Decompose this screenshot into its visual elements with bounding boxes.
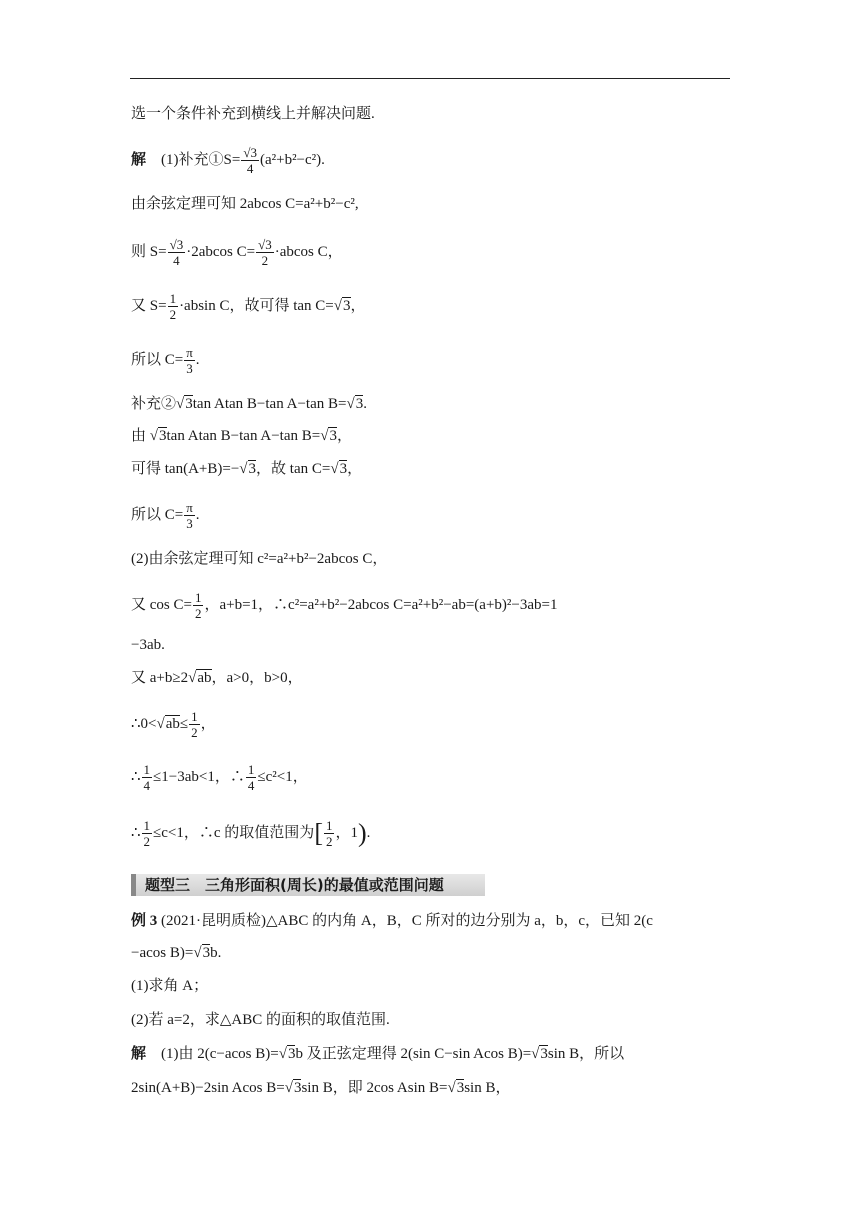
part2-line-7: ∴ $\frac{1}{2}$ ≤c<1，∴c 的取值范围为[ $\frac{1}{2}$ ，1).: [131, 818, 371, 849]
intro-text: 选一个条件补充到横线上并解决问题.: [131, 106, 375, 122]
part2-line-6: ∴ $\frac{1}{4}$ ≤1−3ab<1，∴ $\frac{1}{4}$ ≤c²<1，: [131, 762, 308, 793]
example-line-2: −acos B)=√3b.: [131, 945, 222, 961]
fraction: $\frac{√3}{4}$: [243, 145, 257, 176]
header-rule: [130, 78, 730, 79]
solution-line-6: 补充②√3tan Atan B−tan A−tan B=√3.: [131, 396, 367, 412]
solution-line-2: 由余弦定理可知 2abcos C=a²+b²−c²,: [131, 196, 359, 212]
fraction: $\frac{√3}{4}$: [169, 237, 184, 268]
solution-line-7: 由 √3tan Atan B−tan A−tan B=√3，: [131, 428, 352, 444]
solution-line-5: 所以 C= $\frac{\pi}{3}$ .: [131, 345, 200, 376]
solution-label: 解: [131, 1046, 147, 1062]
part2-line-4: 又 a+b≥2√ab，a>0，b>0，: [131, 670, 303, 686]
question-1: (1)求角 A；: [131, 978, 209, 994]
right-paren: ): [358, 818, 367, 848]
section-heading: 题型三 三角形面积(周长)的最值或范围问题: [145, 876, 444, 894]
left-bracket: [: [314, 818, 323, 848]
fraction: $\frac{1}{2}$: [169, 291, 177, 322]
fraction: $\frac{√3}{2}$: [258, 237, 272, 268]
solution-line-3: 则 S= $\frac{√3}{4}$ ·2abcos C= $\frac{√3}{2}$ ·abcos C，: [131, 237, 343, 268]
example-label: 例 3: [131, 913, 158, 929]
solution-line-9: 所以 C= $\frac{\pi}{3}$ .: [131, 500, 200, 531]
fraction: $\frac{1}{2}$: [194, 590, 202, 621]
section-heading-marker: [131, 874, 136, 896]
fraction: $\frac{\pi}{3}$: [186, 345, 193, 376]
fraction: $\frac{1}{4}$: [143, 762, 151, 793]
part2-line-2: 又 cos C= $\frac{1}{2}$ ，a+b=1，∴c²=a²+b²−2abcos C=a²+b²−ab=(a+b)²−3ab=1: [131, 590, 558, 621]
part2-line-1: (2)由余弦定理可知 c²=a²+b²−2abcos C，: [131, 551, 388, 567]
part2-line-3: −3ab.: [131, 637, 165, 653]
part2-line-5: ∴0<√ab≤ $\frac{1}{2}$ ，: [131, 709, 216, 740]
solution2-line-2: 2sin(A+B)−2sin Acos B=√3sin B，即 2cos Asin B=√3sin B，: [131, 1080, 511, 1096]
fraction: $\frac{1}{4}$: [247, 762, 255, 793]
solution-label: 解: [131, 151, 147, 168]
solution-line-1: 解 (1)补充①S= $\frac{√3}{4}$ (a²+b²−c²).: [131, 145, 325, 176]
question-2: (2)若 a=2，求△ABC 的面积的取值范围.: [131, 1012, 390, 1028]
example-line-1: 例 3 (2021·昆明质检)△ABC 的内角 A，B，C 所对的边分别为 a，b，c，已知 2(c: [131, 913, 653, 929]
solution-line-8: 可得 tan(A+B)=−√3，故 tan C=√3，: [131, 461, 363, 477]
fraction: $\frac{1}{2}$: [325, 818, 333, 849]
fraction: $\frac{\pi}{3}$: [186, 500, 193, 531]
solution2-line-1: 解 (1)由 2(c−acos B)=√3b 及正弦定理得 2(sin C−sin Acos B)=√3sin B，所以: [131, 1046, 625, 1062]
fraction: $\frac{1}{2}$: [191, 709, 198, 740]
solution-line-4: 又 S= $\frac{1}{2}$ ·absin C，故可得 tan C=√3，: [131, 291, 366, 322]
fraction: $\frac{1}{2}$: [143, 818, 151, 849]
